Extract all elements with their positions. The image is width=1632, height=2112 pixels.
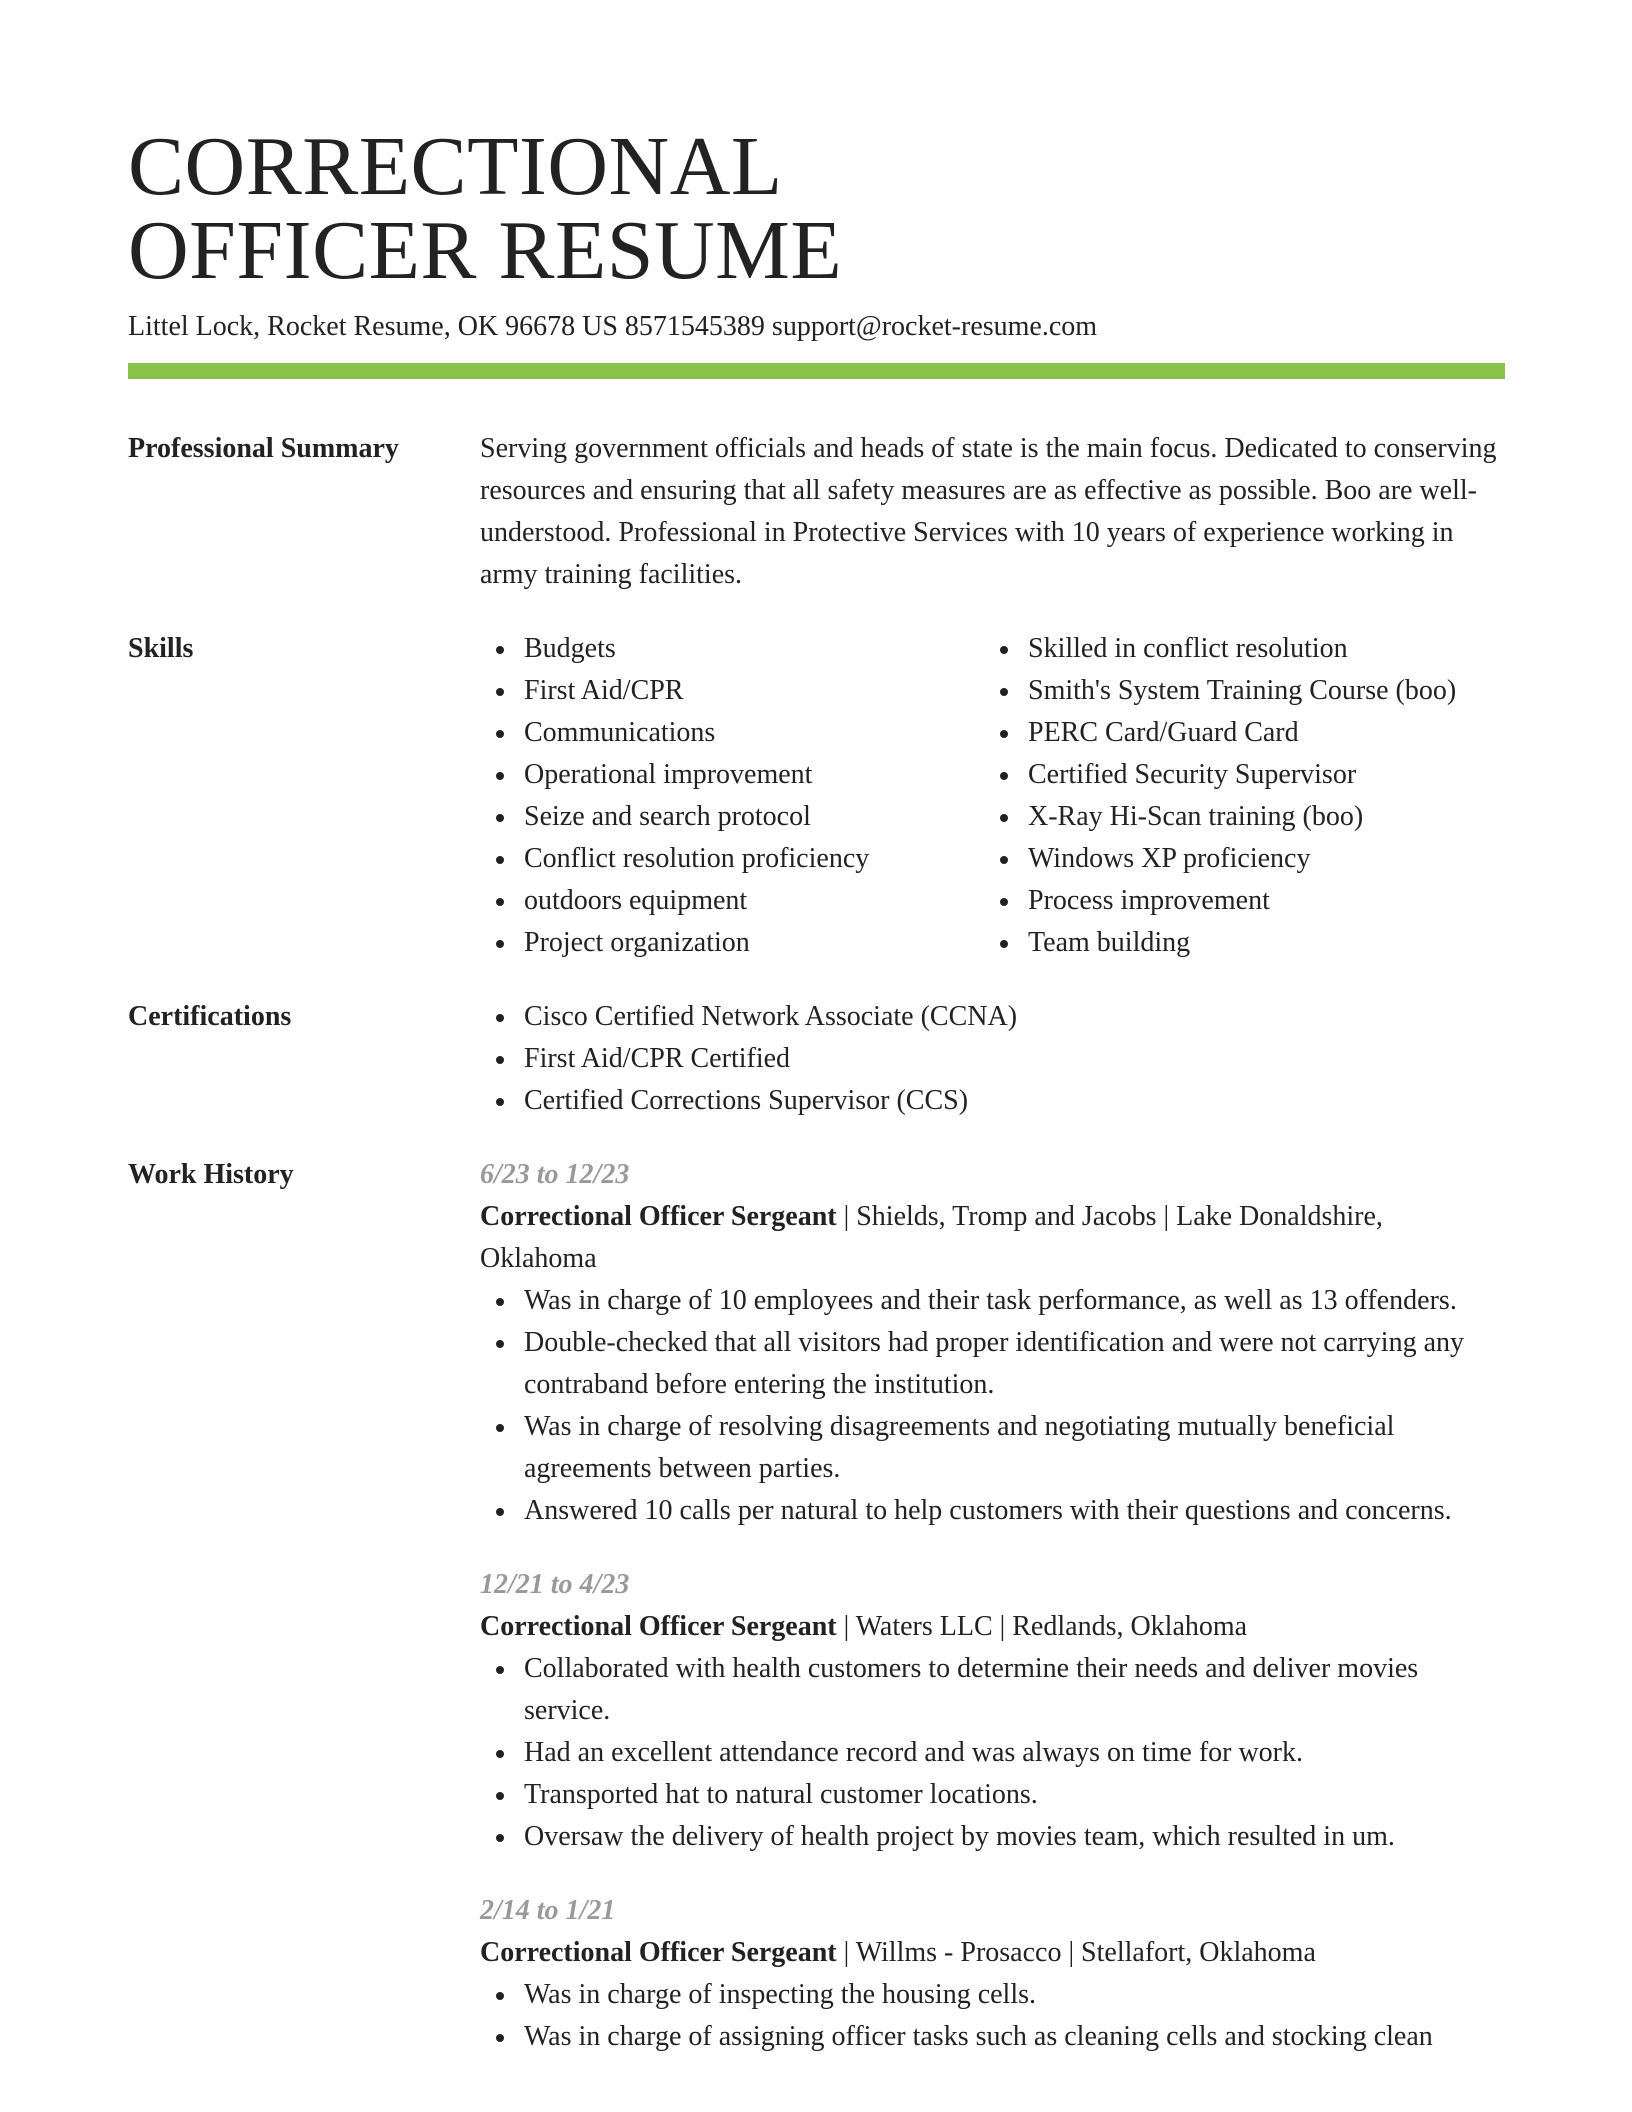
skill-item: Seize and search protocol: [480, 796, 984, 838]
job-employer-location: | Willms - Prosacco | Stellafort, Oklahoma: [836, 1937, 1316, 1968]
certification-item: Cisco Certified Network Associate (CCNA): [480, 996, 1505, 1038]
accent-divider: [128, 363, 1505, 379]
title-line-2: OFFICER RESUME: [128, 204, 843, 297]
skill-item: Budgets: [480, 628, 984, 670]
skill-item: PERC Card/Guard Card: [984, 712, 1505, 754]
job-dates: 2/14 to 1/21: [480, 1895, 616, 1926]
skill-item: Certified Security Supervisor: [984, 754, 1505, 796]
job-duty: Had an excellent attendance record and was always on time for work.: [480, 1732, 1505, 1774]
job-duty: Transported hat to natural customer locations.: [480, 1774, 1505, 1816]
job-entry: [480, 1154, 1505, 1532]
job-duty: Double-checked that all visitors had proper identification and were not carrying any contraband before entering the institution.: [480, 1322, 1505, 1406]
skill-item: Windows XP proficiency: [984, 838, 1505, 880]
title-line-1: CORRECTIONAL: [128, 120, 783, 213]
summary-text: Serving government officials and heads of state is the main focus. Dedicated to conserving resources and ensuring that all safety measures are as effective as possible. Boo are well-understood. Professional in Protective Services with 10 years of experience working in army training facilities.: [480, 433, 1497, 590]
job-employer-location: | Shields, Tromp and Jacobs | Lake Donaldshire, Oklahoma: [480, 1201, 1383, 1274]
work-history-section: [128, 1154, 1505, 2090]
skill-item: Operational improvement: [480, 754, 984, 796]
job-heading: [480, 1196, 1505, 1280]
skills-label: Skills: [128, 633, 194, 664]
job-dates: 12/21 to 4/23: [480, 1569, 630, 1600]
job-duty: Was in charge of resolving disagreements and negotiating mutually beneficial agreements between parties.: [480, 1406, 1505, 1490]
skills-grid: [480, 628, 1505, 964]
summary-label: Professional Summary: [128, 433, 399, 464]
skill-item: Conflict resolution proficiency: [480, 838, 984, 880]
resume-page: [128, 0, 1505, 2112]
skill-item: outdoors equipment: [480, 880, 984, 922]
job-duties-list: [480, 1648, 1505, 1858]
skill-item: Skilled in conflict resolution: [984, 628, 1505, 670]
certification-item: Certified Corrections Supervisor (CCS): [480, 1080, 1505, 1122]
certifications-label: Certifications: [128, 1001, 292, 1032]
job-duty: Collaborated with health customers to determine their needs and deliver movies service.: [480, 1648, 1505, 1732]
certifications-section: [128, 996, 1505, 1122]
job-title: Correctional Officer Sergeant: [480, 1201, 837, 1232]
certification-item: First Aid/CPR Certified: [480, 1038, 1505, 1080]
job-title: Correctional Officer Sergeant: [480, 1937, 837, 1968]
skill-item: Smith's System Training Course (boo): [984, 670, 1505, 712]
job-dates: 6/23 to 12/23: [480, 1159, 630, 1190]
resume-title: [128, 120, 1505, 297]
job-heading: [480, 1606, 1505, 1648]
skill-item: Team building: [984, 922, 1505, 964]
certifications-body: [480, 996, 1505, 1122]
job-duties-list: [480, 1280, 1505, 1532]
certifications-list: [480, 996, 1505, 1122]
job-duty: Oversaw the delivery of health project by movies team, which resulted in um.: [480, 1816, 1505, 1858]
skill-item: Communications: [480, 712, 984, 754]
skill-item: X-Ray Hi-Scan training (boo): [984, 796, 1505, 838]
skills-column-right: [984, 628, 1505, 964]
job-duties-list: [480, 1974, 1505, 2058]
job-entry: [480, 1890, 1505, 2058]
skills-column-left: [480, 628, 984, 964]
work-history-body: [480, 1154, 1505, 2090]
skill-item: Project organization: [480, 922, 984, 964]
job-heading: [480, 1932, 1505, 1974]
skills-section: [128, 628, 1505, 964]
job-employer-location: | Waters LLC | Redlands, Oklahoma: [836, 1611, 1248, 1642]
contact-info: Littel Lock, Rocket Resume, OK 96678 US 8571545389 support@rocket-resume.com: [128, 311, 1098, 342]
skill-item: Process improvement: [984, 880, 1505, 922]
job-duty: Was in charge of inspecting the housing cells.: [480, 1974, 1505, 2016]
work-history-label: Work History: [128, 1159, 294, 1190]
job-title: Correctional Officer Sergeant: [480, 1611, 837, 1642]
job-entry: [480, 1564, 1505, 1858]
summary-section: [128, 428, 1505, 596]
job-duty: Answered 10 calls per natural to help customers with their questions and concerns.: [480, 1490, 1505, 1532]
skill-item: First Aid/CPR: [480, 670, 984, 712]
job-duty: Was in charge of 10 employees and their task performance, as well as 13 offenders.: [480, 1280, 1505, 1322]
job-duty: Was in charge of assigning officer tasks such as cleaning cells and stocking clean: [480, 2016, 1505, 2058]
